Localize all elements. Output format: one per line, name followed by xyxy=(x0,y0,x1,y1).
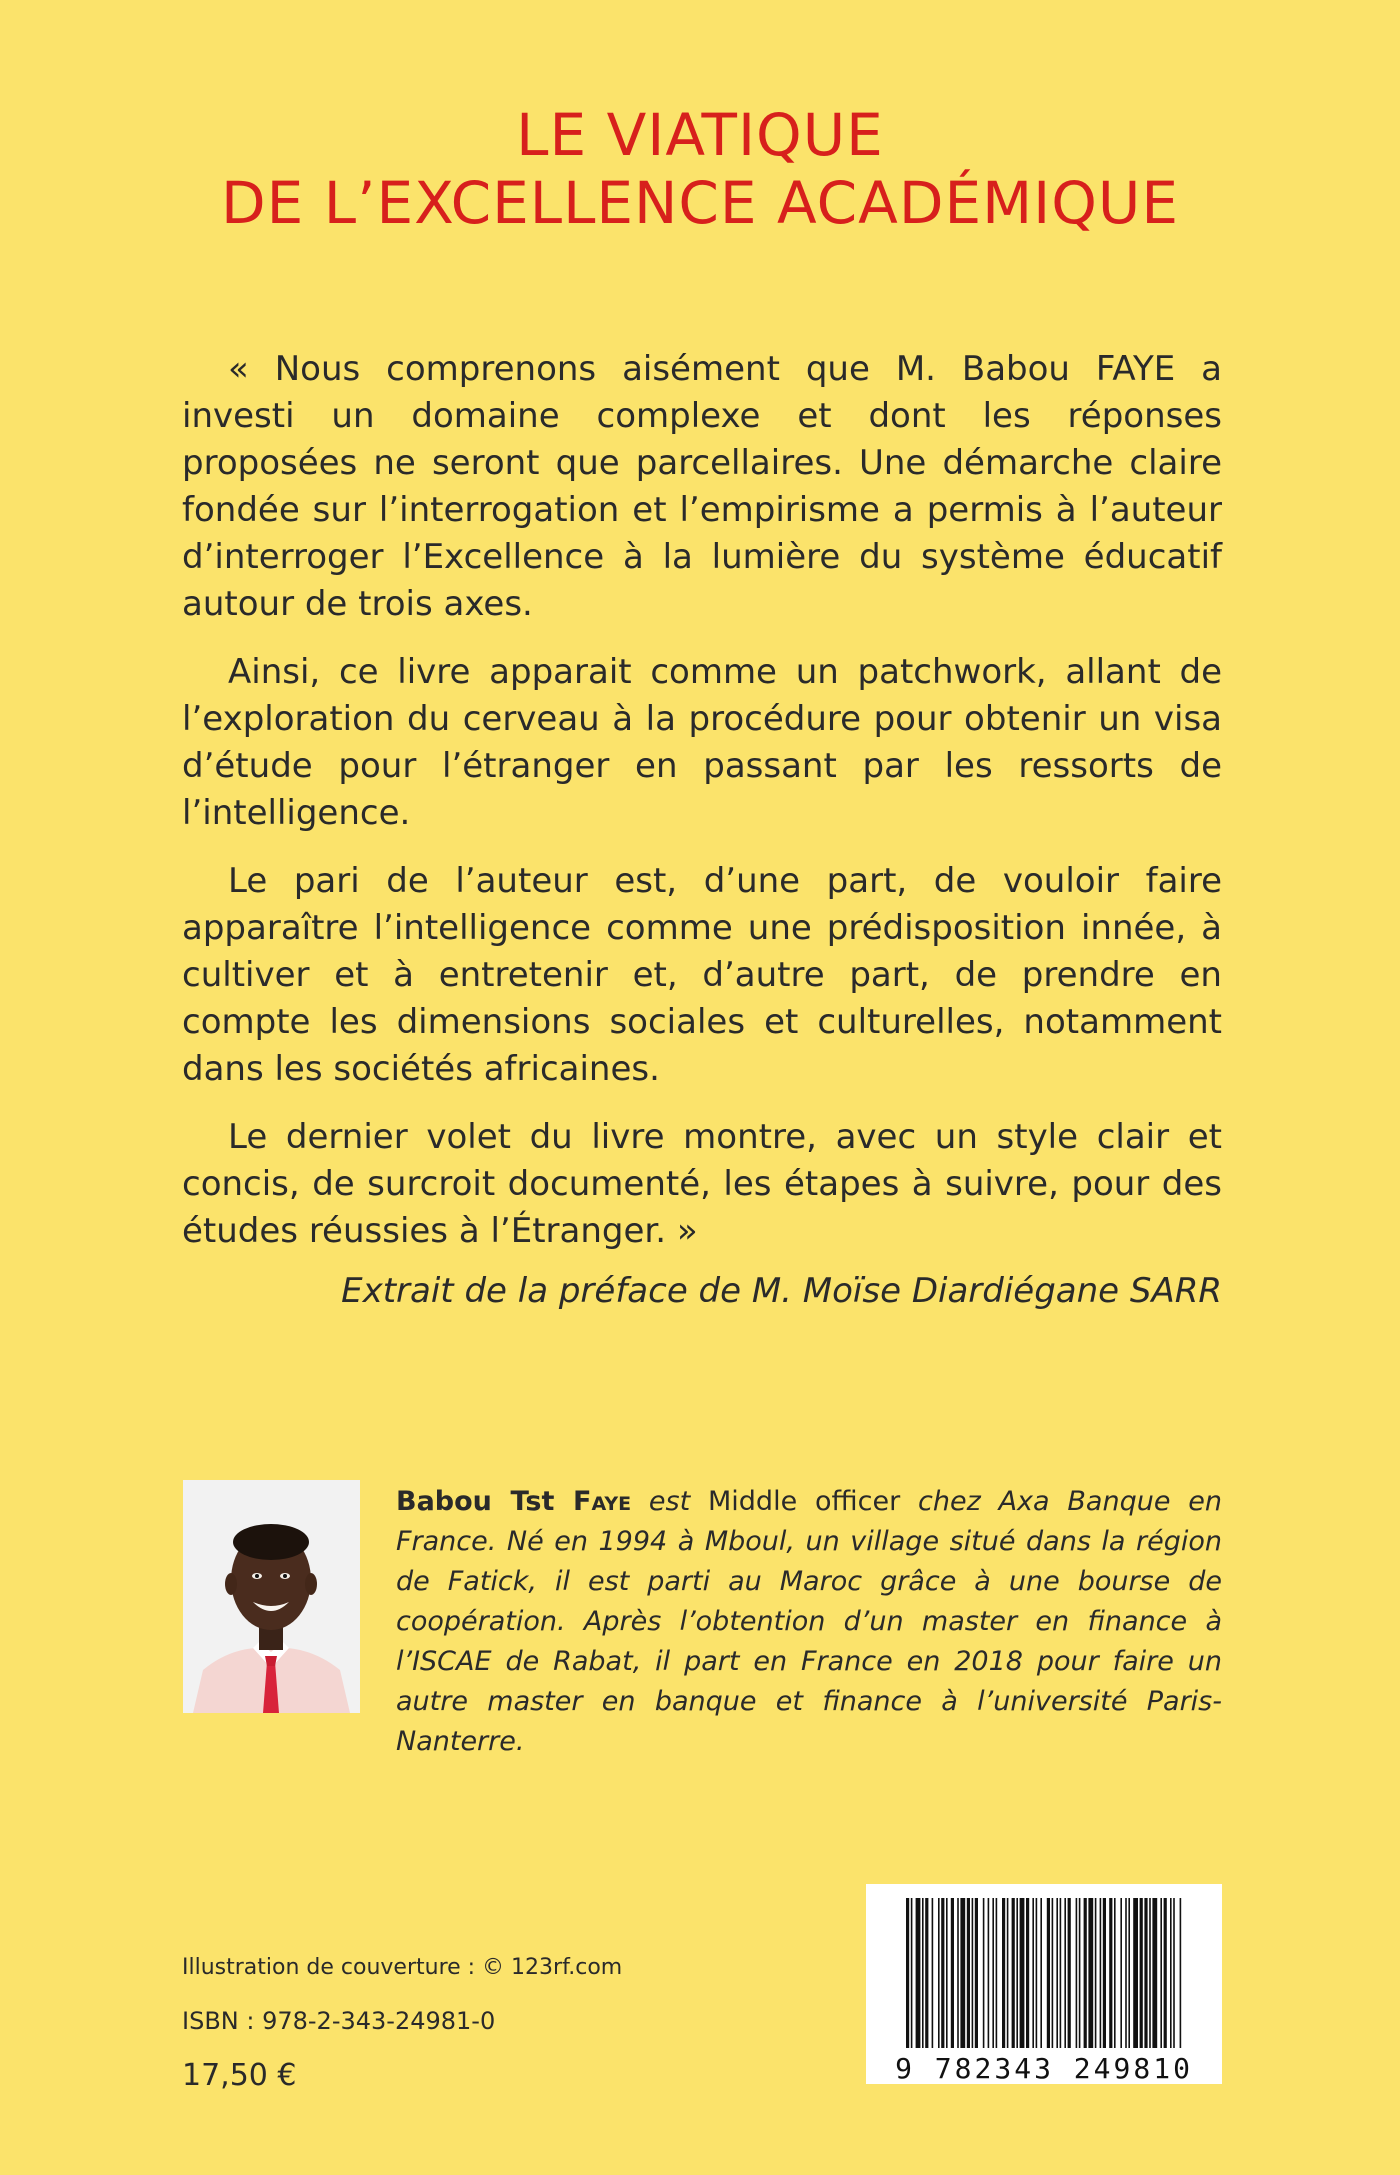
barcode xyxy=(866,1884,1222,2084)
preface-excerpt xyxy=(182,346,1222,1336)
bio-text: est xyxy=(631,1486,708,1517)
author-surname: Faye xyxy=(573,1486,632,1517)
excerpt-paragraph: Le pari de l’auteur est, d’une part, de vouloir faire apparaître l’intelligence comme une prédisposition innée, à cultiver et à entretenir et, d’autre part, de prendre en compte les dimensions sociales et culturelles, notamment dans les sociétés africaines. xyxy=(182,861,1222,1089)
author-biography xyxy=(396,1482,1222,1762)
author-portrait-icon xyxy=(183,1480,360,1713)
author-job: Middle officer xyxy=(708,1486,901,1517)
book-title-line-2: DE L’EXCELLENCE ACADÉMIQUE xyxy=(220,169,1180,237)
bio-text: chez Axa Banque en France. Né en 1994 à Mboul, un village situé dans la région de Fatick, il est parti au Maroc grâce à une bourse de coopération. Après l’obtention d’un master en finance à l’ISCAE de Rabat, il part en France en 2018 pour faire un autre master en banque et finance à l’université Paris-Nanterre. xyxy=(396,1486,1222,1757)
book-title-line-1: LE VIATIQUE xyxy=(516,101,884,169)
price: 17,50 € xyxy=(182,2058,297,2093)
cover-illustration-credit: Illustration de couverture : © 123rf.com xyxy=(182,1955,623,1980)
excerpt-source: Extrait de la préface de M. Moïse Diardiégane SARR xyxy=(341,1271,1222,1311)
author-first-names: Babou Tst xyxy=(396,1486,573,1517)
barcode-digits: 9 782343 249810 xyxy=(895,2052,1193,2085)
excerpt-paragraph: Le dernier volet du livre montre, avec un style clair et concis, de surcroit documenté, les étapes à suivre, pour des études réussies à l’Étranger. » xyxy=(182,1117,1222,1251)
barcode-icon xyxy=(866,1884,1222,2054)
excerpt-paragraph: Ainsi, ce livre apparait comme un patchwork, allant de l’exploration du cerveau à la procédure pour obtenir un visa d’étude pour l’étranger en passant par les ressorts de l’intelligence. xyxy=(182,652,1222,833)
excerpt-paragraph: « Nous comprenons aisément que M. Babou FAYE a investi un domaine complexe et dont les réponses proposées ne seront que parcellaires. Une démarche claire fondée sur l’interrogation et l’empirisme a permis à l’auteur d’interroger l’Excellence à la lumière du système éducatif autour de trois axes. xyxy=(182,349,1222,624)
author-photo xyxy=(183,1480,360,1713)
isbn: ISBN : 978-2-343-24981-0 xyxy=(182,2007,496,2035)
